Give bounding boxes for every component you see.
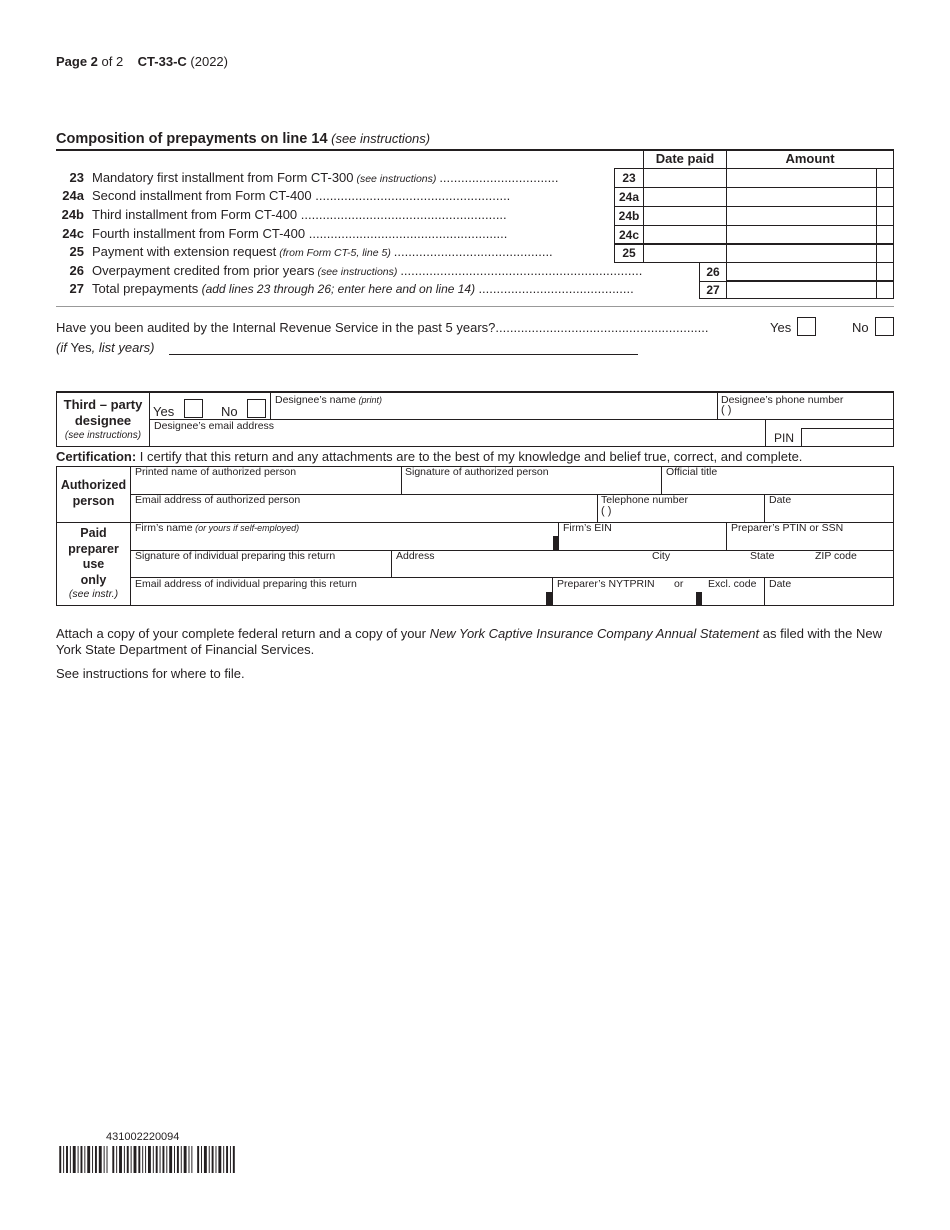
where-to-file: See instructions for where to file.: [56, 666, 245, 681]
preparer-address-label: Address: [396, 550, 435, 562]
designee-phone-paren: ( ): [721, 404, 732, 416]
amount-26-cents[interactable]: [876, 262, 894, 282]
preparer-title-4: only: [80, 573, 107, 587]
page-number: Page 2: [56, 54, 98, 69]
amount-header: Amount: [726, 149, 894, 169]
line-text: Total prepayments: [92, 281, 199, 296]
attach-italic: New York Captive Insurance Company Annual Statement: [429, 626, 760, 641]
line-box-label: 23: [622, 171, 636, 185]
audit-years-label: [56, 340, 155, 355]
audit-question: [56, 320, 709, 335]
designee-no-label: No: [221, 404, 238, 419]
designee-pin-label: PIN: [774, 431, 795, 445]
line-number: 27: [69, 281, 84, 296]
line-24b: [56, 206, 507, 224]
designee-no-checkbox[interactable]: [247, 399, 266, 418]
amount-26[interactable]: [726, 262, 877, 282]
authorized-date-label: Date: [769, 494, 792, 506]
authorized-official-title-label: Official title: [666, 466, 718, 478]
authorized-signature-label: Signature of authorized person: [405, 466, 549, 478]
designee-note: (see instructions): [64, 430, 142, 441]
amount-24c[interactable]: [726, 225, 877, 245]
line-26: [56, 262, 642, 280]
audit-yes-label: Yes: [770, 320, 792, 335]
date-paid-25[interactable]: [643, 243, 727, 263]
audit-no-checkbox[interactable]: [875, 317, 894, 336]
line-text: Fourth installment from Form CT-400: [92, 226, 306, 241]
amount-23-cents[interactable]: [876, 168, 894, 188]
authorized-title-1: Authorized: [60, 478, 127, 492]
amount-27-cents[interactable]: [876, 281, 894, 299]
amount-24a[interactable]: [726, 187, 877, 207]
line-text: Overpayment credited from prior years: [92, 263, 315, 278]
attach-pre: Attach a copy of your complete federal return and a copy of your: [56, 626, 430, 641]
date-paid-header: Date paid: [643, 149, 727, 169]
line-number: 24a: [62, 188, 84, 203]
preparer-ptin-label: Preparer’s PTIN or SSN: [731, 522, 844, 534]
preparer-signature-label: Signature of individual preparing this return: [135, 550, 336, 562]
line-note: (see instructions): [314, 266, 401, 278]
preparer-email-label: Email address of individual preparing this return: [135, 578, 357, 590]
amount-23[interactable]: [726, 168, 877, 188]
certification: [56, 449, 802, 464]
line-text: Mandatory first installment from Form CT-300: [92, 170, 354, 185]
line-box-label: 24b: [618, 209, 640, 223]
amount-24b-cents[interactable]: [876, 206, 894, 226]
amount-24b[interactable]: [726, 206, 877, 226]
line-25: [56, 243, 553, 261]
line-dots: .................................: [439, 170, 559, 185]
preparer-date-label: Date: [769, 578, 792, 590]
line-note: (from Form CT-5, line 5): [276, 247, 394, 259]
line-dots: ...........................................: [478, 281, 634, 296]
designee-name-label: [275, 394, 382, 406]
line-number: 25: [69, 244, 84, 259]
designee-name-text: Designee’s name: [275, 394, 356, 406]
authorized-telephone-paren: ( ): [601, 505, 612, 517]
preparer-title-1: Paid: [80, 526, 107, 540]
authorized-title-2: person: [72, 494, 115, 508]
preparer-note: (see instr.): [68, 588, 119, 600]
line-text: Payment with extension request: [92, 244, 277, 259]
preparer-or-label: or: [674, 578, 684, 590]
line-number: 26: [69, 263, 84, 278]
section-title-text: Composition of prepayments on line 14: [56, 131, 328, 147]
form-year: (2022): [186, 54, 228, 69]
line-dots: .........................................................: [297, 207, 507, 222]
preparer-firm-name-text: Firm’s name: [135, 522, 193, 534]
line-dots: ...................................................................: [400, 263, 643, 278]
line-box-label: 24c: [618, 228, 640, 242]
audit-if-suffix: , list years): [91, 340, 155, 355]
attach-post: as filed with the New York State Department of Financial Services.: [56, 626, 882, 657]
amount-24c-cents[interactable]: [876, 225, 894, 245]
line-24c: [56, 225, 507, 243]
line-dots: .......................................................: [305, 226, 508, 241]
separator-marker: [696, 592, 702, 606]
preparer-nytprin-label: Preparer’s NYTPRIN: [557, 578, 655, 590]
line-note: (add lines 23 through 26; enter here and on line 14): [198, 282, 479, 296]
audit-years-line[interactable]: [169, 354, 638, 355]
line-text: Second installment from Form CT-400: [92, 188, 312, 203]
line-27: [56, 280, 634, 298]
date-paid-23[interactable]: [643, 168, 727, 188]
designee-yes-label: Yes: [153, 404, 175, 419]
amount-24a-cents[interactable]: [876, 187, 894, 207]
amount-25[interactable]: [726, 243, 877, 263]
line-dots: ......................................................: [311, 188, 511, 203]
date-paid-24b[interactable]: [643, 206, 727, 226]
designee-email-label: Designee’s email address: [154, 420, 275, 432]
designee-title-2: designee: [74, 413, 132, 428]
amount-25-cents[interactable]: [876, 243, 894, 263]
preparer-zip-label: ZIP code: [815, 550, 857, 562]
barcode-icon: [56, 1146, 240, 1173]
audit-question-text: Have you been audited by the Internal Revenue Service in the past 5 years?: [56, 320, 496, 335]
line-box-label: 26: [706, 265, 720, 279]
preparer-firm-name-label: [135, 522, 299, 534]
preparer-excl-label: Excl. code: [708, 578, 757, 590]
designee-pin-field[interactable]: [801, 428, 894, 447]
preparer-state-label: State: [750, 550, 775, 562]
authorized-email-label: Email address of authorized person: [135, 494, 301, 506]
preparer-city-label: City: [652, 550, 671, 562]
preparer-title-3: use: [82, 557, 105, 571]
page-of: of 2: [97, 54, 124, 69]
audit-yes-checkbox[interactable]: [797, 317, 816, 336]
line-23: [56, 169, 559, 187]
preparer-title-2: preparer: [68, 542, 119, 556]
designee-yes-checkbox[interactable]: [184, 399, 203, 418]
line-box-label: 27: [706, 283, 720, 297]
attach-instructions: [56, 626, 901, 658]
line-number: 24b: [61, 207, 84, 222]
section-title-note: (see instructions): [327, 131, 431, 146]
line-text: Third installment from Form CT-400: [92, 207, 298, 222]
certification-text: I certify that this return and any attachments are to the best of my knowledge and belief true, correct, and complete.: [136, 449, 803, 464]
line-note: (see instructions): [353, 173, 440, 185]
divider: [56, 306, 894, 307]
line-number: 23: [69, 170, 84, 185]
page-header: [56, 54, 228, 69]
audit-if-yes: Yes: [70, 340, 92, 355]
designee-name-note: (print): [355, 395, 382, 405]
amount-27[interactable]: [726, 281, 877, 299]
designee-phone-label: Designee’s phone number: [721, 394, 844, 406]
section-title: [56, 131, 430, 147]
audit-dots: ...........................................................: [495, 320, 709, 335]
line-box-label: 25: [622, 246, 636, 260]
line-dots: ............................................: [393, 244, 553, 259]
date-paid-24c[interactable]: [643, 225, 727, 245]
preparer-firm-ein-label: Firm’s EIN: [563, 522, 612, 534]
authorized-telephone-label: Telephone number: [601, 494, 688, 506]
audit-if: (if: [56, 340, 71, 355]
line-number: 24c: [62, 226, 84, 241]
date-paid-24a[interactable]: [643, 187, 727, 207]
designee-title-1: Third – party: [63, 397, 143, 412]
barcode-number: 431002220094: [106, 1131, 180, 1143]
authorized-printed-name-label: Printed name of authorized person: [135, 466, 297, 478]
preparer-firm-name-note: (or yours if self-employed): [192, 523, 300, 533]
audit-no-label: No: [852, 320, 869, 335]
line-24a: [56, 187, 510, 205]
form-code: CT-33-C: [137, 54, 187, 69]
line-box-label: 24a: [618, 190, 640, 204]
certification-label: Certification:: [56, 449, 137, 464]
